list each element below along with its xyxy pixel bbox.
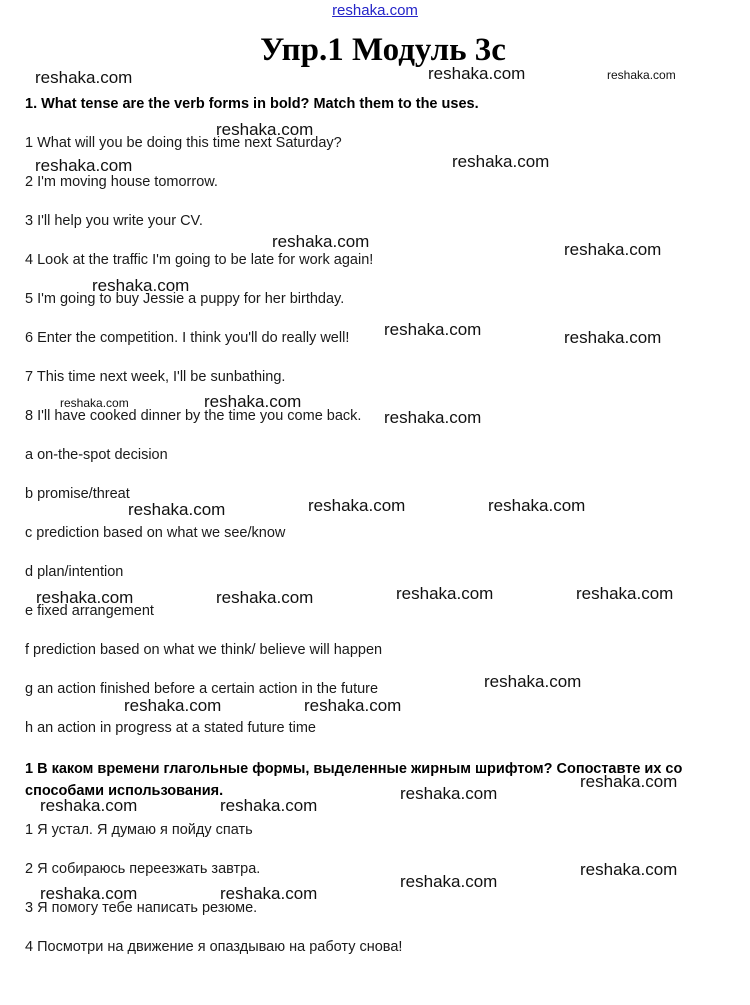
watermark: reshaka.com [396, 584, 494, 603]
sentence-5: 5 I'm going to buy Jessie a puppy for her birthday. [25, 291, 345, 307]
use-a: a on-the-spot decision [25, 447, 168, 463]
watermark: reshaka.com [580, 772, 678, 791]
use-e: e fixed arrangement [25, 603, 154, 619]
watermark: reshaka.com [400, 872, 498, 891]
use-c: c prediction based on what we see/know [25, 525, 286, 541]
watermark: reshaka.com [35, 156, 133, 175]
use-h: h an action in progress at a stated future time [25, 720, 316, 736]
watermark: reshaka.com [607, 68, 676, 82]
watermark: reshaka.com [564, 240, 662, 259]
watermark: reshaka.com [216, 120, 314, 139]
page-title: Упр.1 Модуль 3с [260, 32, 506, 68]
watermark: reshaka.com [92, 276, 190, 295]
watermark: reshaka.com [220, 796, 318, 815]
watermark: reshaka.com [564, 328, 662, 347]
watermark: reshaka.com [272, 232, 370, 251]
watermark: reshaka.com [400, 784, 498, 803]
watermark: reshaka.com [35, 68, 133, 87]
ru-sentence-3: 3 Я помогу тебе написать резюме. [25, 900, 258, 916]
use-g: g an action finished before a certain action in the future [25, 681, 379, 697]
sentence-4: 4 Look at the traffic I'm going to be late for work again! [25, 252, 374, 268]
exercise-question-ru-line2: способами использования. [25, 783, 224, 799]
sentence-7: 7 This time next week, I'll be sunbathing. [25, 369, 286, 385]
watermark: reshaka.com [488, 496, 586, 515]
site-link[interactable]: reshaka.com [332, 2, 418, 19]
watermark: reshaka.com [40, 884, 138, 903]
exercise-question-ru-line1: 1 В каком времени глагольные формы, выделенные жирным шрифтом? Сопоставте их со [25, 761, 683, 777]
watermark: reshaka.com [308, 496, 406, 515]
watermark: reshaka.com [40, 796, 138, 815]
watermark: reshaka.com [580, 860, 678, 879]
watermark: reshaka.com [576, 584, 674, 603]
watermark: reshaka.com [304, 696, 402, 715]
watermark: reshaka.com [384, 408, 482, 427]
watermark: reshaka.com [428, 64, 526, 83]
watermark: reshaka.com [124, 696, 222, 715]
watermark: reshaka.com [36, 588, 134, 607]
ru-sentence-2: 2 Я собираюсь переезжать завтра. [25, 861, 261, 877]
watermark: reshaka.com [204, 392, 302, 411]
watermark: reshaka.com [452, 152, 550, 171]
sentence-8: 8 I'll have cooked dinner by the time you come back. [25, 408, 362, 424]
exercise-question: 1. What tense are the verb forms in bold? Match them to the uses. [25, 96, 479, 112]
watermark: reshaka.com [220, 884, 318, 903]
sentence-1: 1 What will you be doing this time next Saturday? [25, 135, 342, 151]
watermark: reshaka.com [384, 320, 482, 339]
sentence-3: 3 I'll help you write your CV. [25, 213, 203, 229]
watermark: reshaka.com [216, 588, 314, 607]
watermark: reshaka.com [484, 672, 582, 691]
sentence-6: 6 Enter the competition. I think you'll do really well! [25, 330, 350, 346]
ru-sentence-1: 1 Я устал. Я думаю я пойду спать [25, 822, 253, 838]
ru-sentence-4: 4 Посмотри на движение я опаздываю на работу снова! [25, 939, 403, 955]
watermark: reshaka.com [128, 500, 226, 519]
use-f: f prediction based on what we think/ believe will happen [25, 642, 383, 658]
use-d: d plan/intention [25, 564, 124, 580]
use-b: b promise/threat [25, 486, 130, 502]
sentence-2: 2 I'm moving house tomorrow. [25, 174, 218, 190]
watermark: reshaka.com [60, 396, 129, 410]
